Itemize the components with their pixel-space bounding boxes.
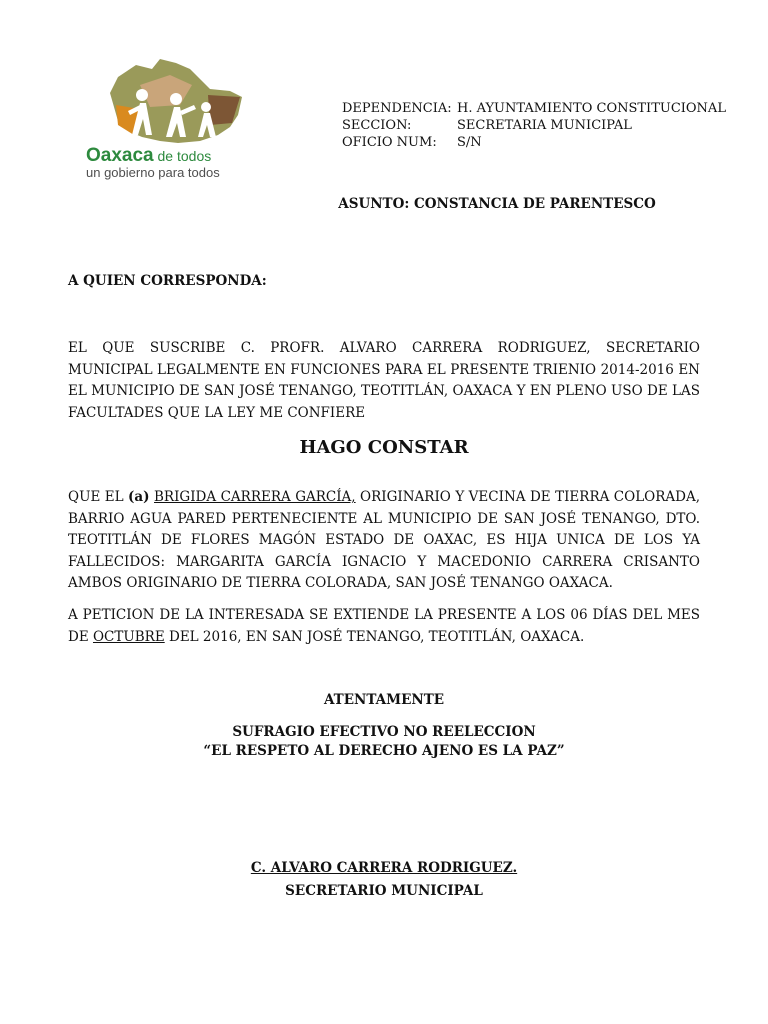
logo-subtitle: un gobierno para todos xyxy=(86,165,220,180)
petition-after: DEL 2016, EN SAN JOSÉ TENANGO, TEOTITLÁN, OAXACA. xyxy=(164,628,585,645)
main-rest: ORIGINARIO Y VECINA DE TIERRA COLORADA, BARRIO AGUA PARED PERTENECIENTE AL MUNICIPIO DE SAN JOSÉ TENANGO, DTO. TEOTITLÁN DE FLORES MAGÓN ESTADO DE OAXAC, ES HIJA UNICA DE LOS YA FALLECIDOS: MARGARITA GARCÍA IGNACIO Y MACEDONIO CARRERA CRISANTO AMBOS ORIGINARIO DE TIERRA COLORADA, SAN JOSÉ TENANGO OAXACA. xyxy=(68,489,701,592)
header-value: H. AYUNTAMIENTO CONSTITUCIONAL xyxy=(457,101,726,116)
header-label: OFICIO NUM: xyxy=(342,135,437,150)
petition-month: OCTUBRE xyxy=(92,628,165,645)
svg-text:Oaxaca de todos xyxy=(86,145,211,166)
intro-paragraph: EL QUE SUSCRIBE C. PROFR. ALVARO CARRERA RODRIGUEZ, SECRETARIO MUNICIPAL LEGALMENTE EN FUNCIONES PARA EL PRESENTE TRIENIO 2014-2016 EN EL MUNICIPIO DE SAN JOSÉ TENANGO, TEOTITLÁN, OAXACA Y EN PLENO USO DE LAS FACULTADES QUE LA LEY ME CONFIERE xyxy=(68,340,700,421)
oaxaca-logo xyxy=(80,45,256,185)
header-label: SECCION: xyxy=(342,118,412,133)
petition-paragraph xyxy=(68,605,700,648)
header-row-oficio xyxy=(342,134,726,151)
signatory-name: C. ALVARO CARRERA RODRIGUEZ. xyxy=(250,860,518,876)
main-prefix: QUE EL xyxy=(68,489,129,505)
header-info xyxy=(342,100,726,151)
closing: ATENTAMENTE xyxy=(323,692,445,708)
logo-title: Oaxaca xyxy=(86,145,154,166)
beneficiary-name: BRIGIDA CARRERA GARCÍA, xyxy=(154,489,356,505)
header-row-seccion xyxy=(342,117,726,134)
signatory-title: SECRETARIO MUNICIPAL xyxy=(285,883,483,899)
header-value: S/N xyxy=(457,135,482,150)
main-paragraph xyxy=(68,487,700,595)
motto-line-1: SUFRAGIO EFECTIVO NO REELECCION xyxy=(232,724,536,740)
motto-line-2: “EL RESPETO AL DERECHO AJENO ES LA PAZ” xyxy=(203,743,565,759)
petition-before: A PETICION DE LA INTERESADA SE EXTIENDE LA PRESENTE A LOS 06 DÍAS DEL MES DE xyxy=(68,607,700,645)
oaxaca-logo-graphic xyxy=(80,45,256,185)
logo-title-suffix: de todos xyxy=(153,148,212,164)
subject-line: ASUNTO: CONSTANCIA DE PARENTESCO xyxy=(338,196,656,212)
document-heading: HAGO CONSTAR xyxy=(299,437,469,458)
header-label: DEPENDENCIA: xyxy=(342,101,452,116)
header-row-dependencia xyxy=(342,100,726,117)
header-value: SECRETARIA MUNICIPAL xyxy=(457,118,632,133)
main-bold-mark: (a) xyxy=(128,489,150,505)
salutation: A QUIEN CORRESPONDA: xyxy=(68,273,267,289)
